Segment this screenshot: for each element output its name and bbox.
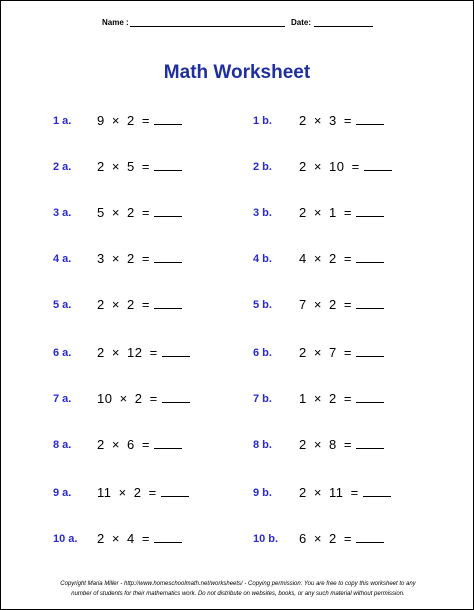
- problem-label: 5 a.: [53, 299, 72, 311]
- problem-label: 2 b.: [253, 161, 272, 173]
- date-label: Date:: [291, 18, 312, 27]
- footer-line-1: Copyright Maria Miller - http://www.homeschoolmath.net/worksheets/ - Copying permission: You are free to copy this worksheet to any: [60, 581, 416, 587]
- answer-blank: [154, 298, 182, 309]
- problem-label: 2 a.: [53, 161, 72, 173]
- problem-expression: 3 × 2 =: [97, 251, 150, 266]
- answer-blank: [356, 532, 384, 543]
- copyright-footer: [21, 579, 455, 599]
- answer-blank: [356, 114, 384, 125]
- answer-blank: [154, 206, 182, 217]
- problem-label: 9 a.: [53, 487, 72, 499]
- problem-label: 5 b.: [253, 299, 272, 311]
- answer-blank: [161, 486, 189, 497]
- answer-blank: [356, 206, 384, 217]
- page-title: Math Worksheet: [163, 62, 311, 83]
- answer-blank: [154, 532, 182, 543]
- answer-blank: [154, 114, 182, 125]
- problem-expression: 10 × 2 =: [97, 391, 158, 406]
- problem-expression: 1 × 2 =: [299, 391, 352, 406]
- problem-expression: 2 × 3 =: [299, 113, 352, 128]
- date-blank-line: [314, 26, 373, 27]
- problem-expression: 2 × 11 =: [299, 485, 359, 500]
- problem-label: 3 a.: [53, 207, 72, 219]
- problem-expression: 4 × 2 =: [299, 251, 352, 266]
- problem-expression: 2 × 12 =: [97, 345, 158, 360]
- answer-blank: [162, 392, 190, 403]
- problem-expression: 2 × 1 =: [299, 205, 352, 220]
- answer-blank: [154, 252, 182, 263]
- problem-label: 8 b.: [253, 439, 272, 451]
- problem-label: 4 a.: [53, 253, 72, 265]
- answer-blank: [364, 160, 392, 171]
- problem-expression: 11 × 2 =: [97, 485, 157, 500]
- answer-blank: [162, 346, 190, 357]
- problem-expression: 9 × 2 =: [97, 113, 150, 128]
- problem-label: 7 b.: [253, 393, 272, 405]
- answer-blank: [356, 346, 384, 357]
- problem-expression: 5 × 2 =: [97, 205, 150, 220]
- problem-label: 4 b.: [253, 253, 272, 265]
- problem-label: 7 a.: [53, 393, 72, 405]
- problem-expression: 2 × 4 =: [97, 531, 150, 546]
- problem-expression: 7 × 2 =: [299, 297, 352, 312]
- problem-expression: 2 × 6 =: [97, 437, 150, 452]
- problem-label: 8 a.: [53, 439, 72, 451]
- problem-expression: 2 × 10 =: [299, 159, 360, 174]
- problem-label: 9 b.: [253, 487, 272, 499]
- problem-expression: 2 × 5 =: [97, 159, 150, 174]
- problem-label: 10 b.: [253, 533, 279, 545]
- name-label: Name :: [102, 18, 129, 27]
- answer-blank: [356, 438, 384, 449]
- problem-label: 10 a.: [53, 533, 78, 545]
- problem-expression: 2 × 8 =: [299, 437, 352, 452]
- problem-expression: 2 × 7 =: [299, 345, 352, 360]
- name-blank-line: [130, 26, 285, 27]
- footer-line-2: number of students for their mathematics work. Do not distribute on websites, books, or any such material without permission.: [71, 591, 405, 597]
- problem-label: 6 b.: [253, 347, 272, 359]
- problem-expression: 2 × 2 =: [97, 297, 150, 312]
- problem-label: 1 a.: [53, 115, 72, 127]
- problem-label: 6 a.: [53, 347, 72, 359]
- answer-blank: [356, 298, 384, 309]
- problem-label: 1 b.: [253, 115, 272, 127]
- answer-blank: [154, 160, 182, 171]
- answer-blank: [356, 392, 384, 403]
- problem-label: 3 b.: [253, 207, 272, 219]
- problem-expression: 6 × 2 =: [299, 531, 352, 546]
- answer-blank: [356, 252, 384, 263]
- answer-blank: [154, 438, 182, 449]
- answer-blank: [363, 486, 391, 497]
